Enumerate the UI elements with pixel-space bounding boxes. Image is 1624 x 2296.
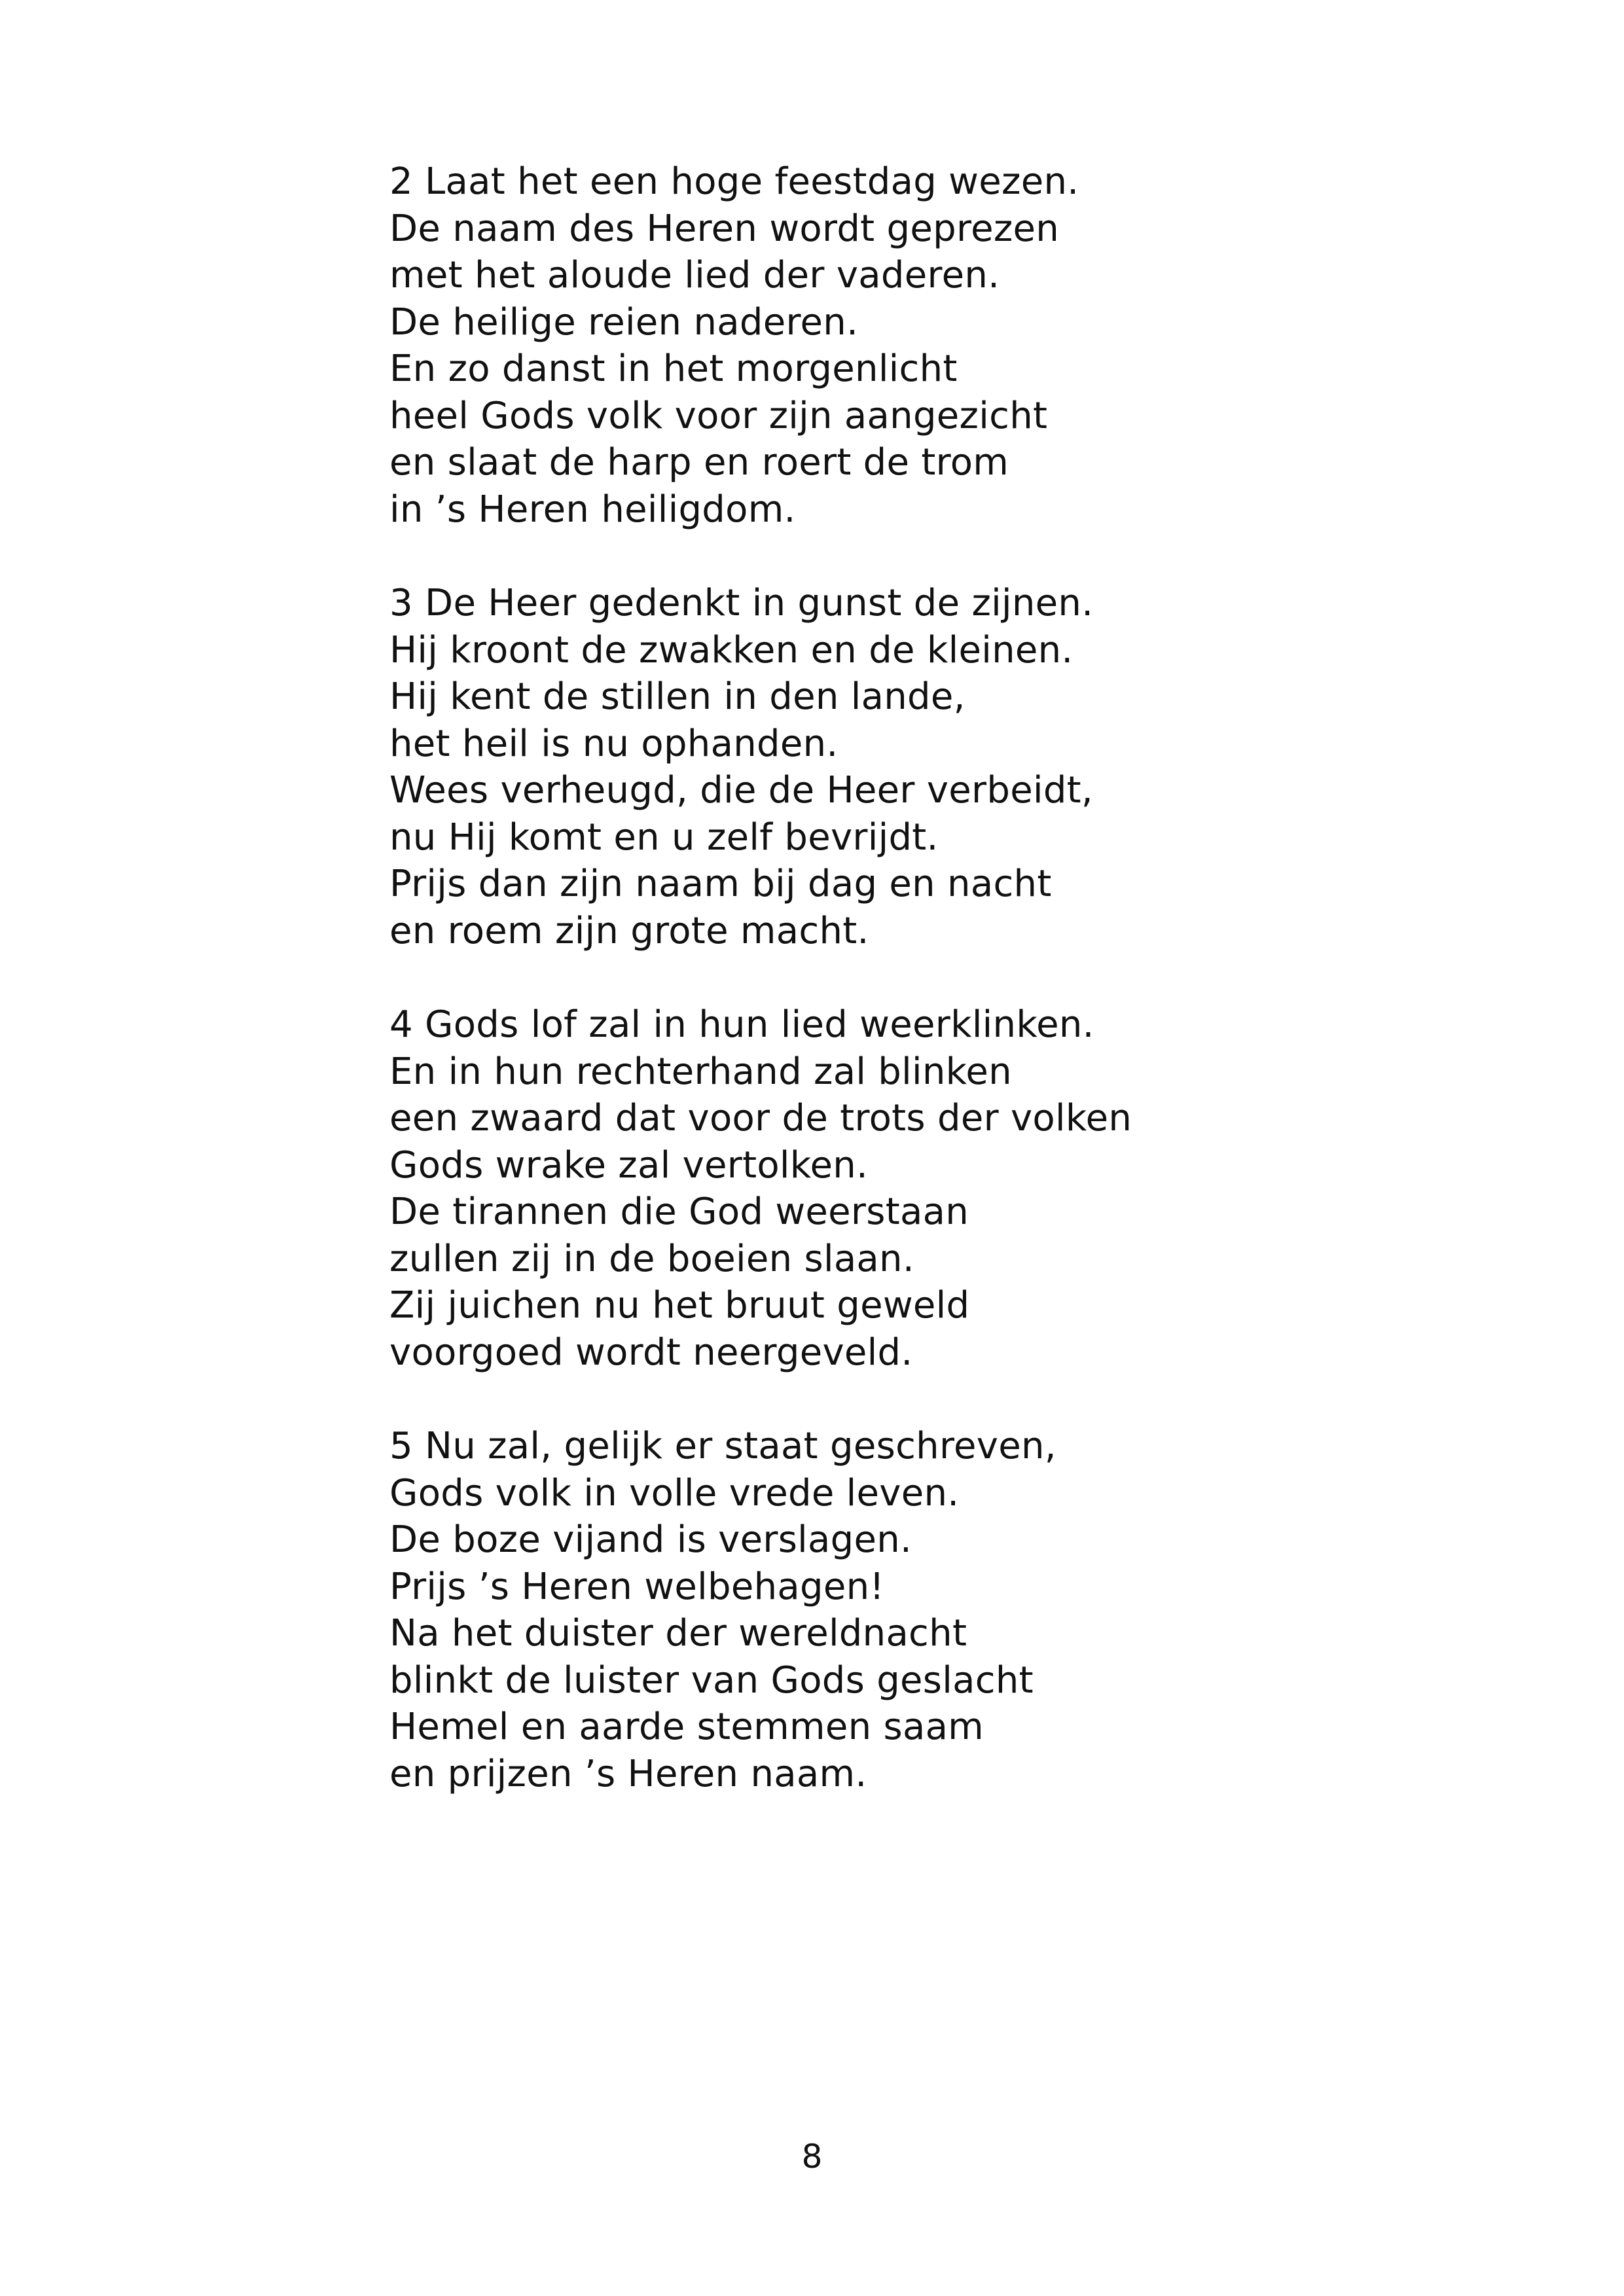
stanza-line: met het aloude lied der vaderen. [389, 254, 1000, 296]
stanza-line: en slaat de harp en roert de trom [389, 441, 1009, 484]
page-number: 8 [801, 2138, 823, 2176]
stanza-line: Gods volk in volle vrede leven. [389, 1471, 960, 1515]
stanza-line: zullen zij in de boeien slaan. [389, 1237, 914, 1280]
stanza-line: En in hun rechterhand zal blinken [389, 1050, 1012, 1093]
stanza-line: De naam des Heren wordt geprezen [389, 207, 1060, 250]
stanza-line: De heilige reien naderen. [389, 300, 859, 344]
stanza-line: voorgoed wordt neergeveld. [389, 1331, 913, 1374]
stanza-line: Zij juichen nu het bruut geweld [389, 1284, 970, 1327]
stanza-line: blinkt de luister van Gods geslacht [389, 1659, 1034, 1702]
stanza-3 [389, 580, 1371, 954]
stanza-line: het heil is nu ophanden. [389, 722, 839, 765]
stanza-line: Hij kroont de zwakken en de kleinen. [389, 628, 1074, 672]
stanza-line: 2 Laat het een hoge feestdag wezen. [389, 160, 1079, 203]
stanza-4 [389, 1001, 1371, 1376]
stanza-line: Na het duister der wereldnacht [389, 1612, 967, 1655]
stanza-line: en roem zijn grote macht. [389, 909, 869, 952]
stanza-line: heel Gods volk voor zijn aangezicht [389, 394, 1048, 437]
stanza-line: en prijzen ’s Heren naam. [389, 1752, 867, 1795]
stanza-line: nu Hij komt en u zelf bevrijdt. [389, 816, 939, 859]
stanza-line: 3 De Heer gedenkt in gunst de zijnen. [389, 582, 1094, 624]
stanza-2 [389, 158, 1371, 533]
stanza-line: een zwaard dat voor de trots der volken [389, 1097, 1132, 1139]
stanza-line: Gods wrake zal vertolken. [389, 1143, 869, 1187]
stanza-line: in ’s Heren heiligdom. [389, 488, 796, 531]
stanza-line: Hij kent de stillen in den lande, [389, 675, 965, 718]
stanza-5 [389, 1423, 1371, 1797]
stanza-line: 5 Nu zal, gelijk er staat geschreven, [389, 1425, 1056, 1467]
stanza-line: Prijs ’s Heren welbehagen! [389, 1565, 885, 1608]
stanza-line: Wees verheugd, die de Heer verbeidt, [389, 769, 1094, 812]
stanza-line: De tirannen die God weerstaan [389, 1191, 969, 1233]
stanza-line: Prijs dan zijn naam bij dag en nacht [389, 863, 1052, 905]
stanza-line: Hemel en aarde stemmen saam [389, 1706, 984, 1748]
stanza-line: De boze vijand is verslagen. [389, 1518, 912, 1561]
stanza-line: 4 Gods lof zal in hun lied weerklinken. [389, 1003, 1094, 1046]
poem-body [389, 158, 1371, 1844]
stanza-line: En zo danst in het morgenlicht [389, 348, 958, 390]
